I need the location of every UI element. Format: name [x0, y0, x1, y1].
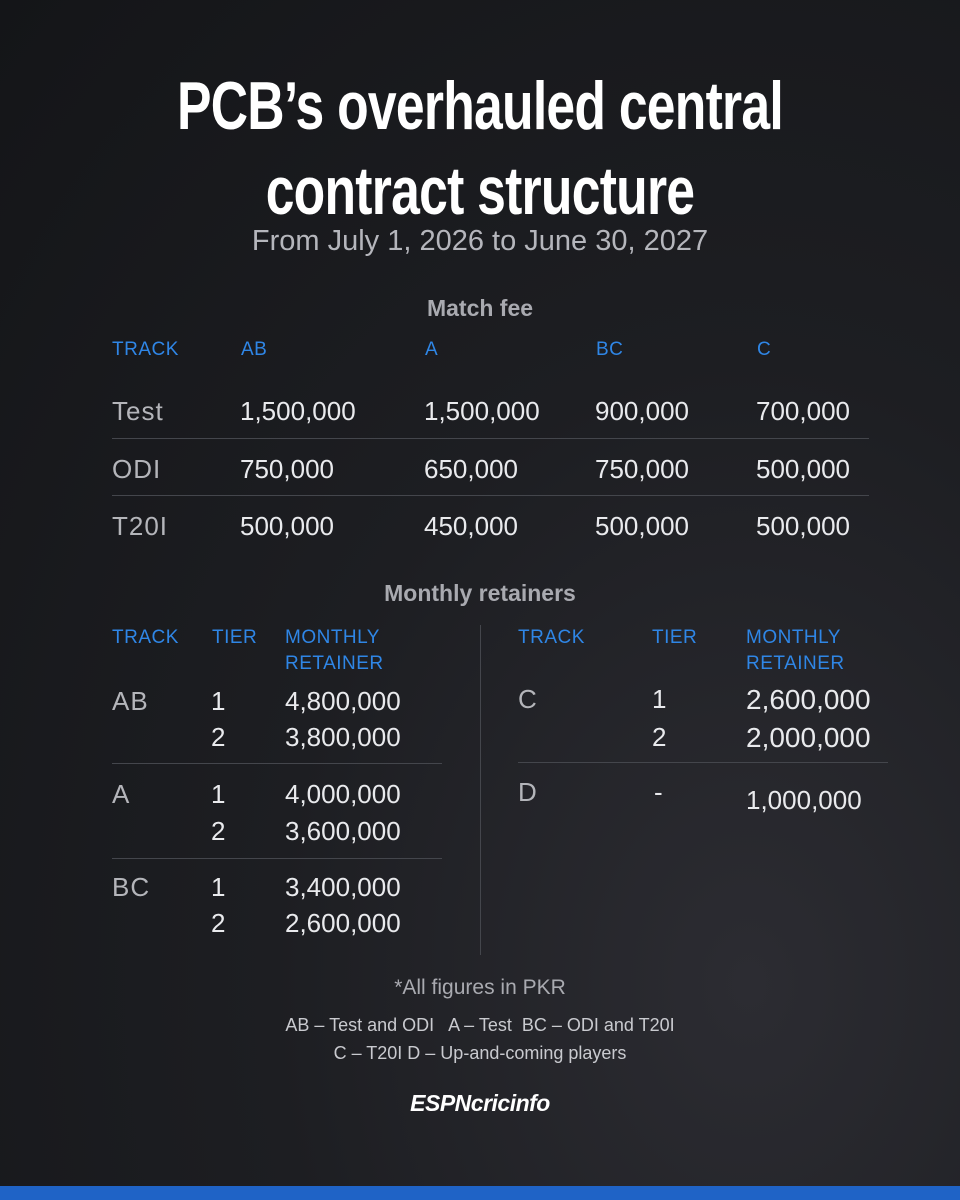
retainer-amount: 2,600,000 [746, 684, 871, 715]
retainer-track-label: D [518, 777, 538, 807]
match-fee-cell: 700,000 [756, 396, 850, 426]
retainer-tier: - [654, 777, 663, 807]
match-fee-heading: Match fee [426, 295, 534, 321]
match-fee-row-label: ODI [112, 454, 162, 484]
match-fee-cell: 500,000 [595, 511, 689, 541]
match-fee-cell: 1,500,000 [240, 396, 356, 426]
match-fee-col-bc: BC [596, 339, 624, 360]
retainer-amount: 1,000,000 [746, 785, 862, 815]
retainer-tier: 2 [211, 908, 226, 938]
track-legend-line-1: AB – Test and ODI A – Test BC – ODI and T20I [285, 1015, 675, 1035]
match-fee-cell: 900,000 [595, 396, 689, 426]
retainer-col-tier: TIER [212, 627, 258, 648]
retainer-amount: 4,000,000 [285, 779, 401, 809]
retainer-tier: 1 [211, 872, 226, 902]
match-fee-cell: 500,000 [756, 511, 850, 541]
retainer-tier: 1 [211, 686, 226, 716]
match-fee-col-a: A [425, 339, 439, 360]
track-legend-line-2: C – T20I D – Up-and-coming players [333, 1043, 627, 1063]
bottom-accent-bar [0, 1186, 960, 1200]
row-divider [112, 763, 442, 764]
retainer-col-track: TRACK [518, 627, 585, 648]
retainer-tier: 1 [211, 779, 226, 809]
retainer-tier: 2 [211, 816, 226, 846]
row-divider [112, 495, 869, 496]
match-fee-row-label: Test [112, 396, 164, 426]
page-subtitle: From July 1, 2026 to June 30, 2027 [251, 225, 709, 257]
match-fee-cell: 1,500,000 [424, 396, 540, 426]
retainer-col-track: TRACK [112, 627, 179, 648]
match-fee-col-ab: AB [241, 339, 268, 360]
row-divider [518, 762, 888, 763]
retainer-col-amount-line-1: MONTHLY [285, 627, 380, 648]
column-divider [480, 625, 481, 955]
espncricinfo-logo: ESPNcricinfo [410, 1090, 550, 1116]
retainer-track-label: BC [112, 872, 151, 902]
retainer-amount: 2,000,000 [746, 722, 871, 753]
match-fee-cell: 500,000 [240, 511, 334, 541]
row-divider [112, 858, 442, 859]
retainer-track-label: C [518, 684, 538, 714]
match-fee-cell: 650,000 [424, 454, 518, 484]
currency-note: *All figures in PKR [394, 976, 566, 999]
retainer-col-amount-line-1: MONTHLY [746, 627, 841, 648]
page-title-line-1: PCB’s overhauled central [177, 68, 783, 144]
retainer-amount: 3,400,000 [285, 872, 401, 902]
retainer-amount: 2,600,000 [285, 908, 401, 938]
retainer-tier: 2 [652, 722, 667, 752]
retainer-tier: 2 [211, 722, 226, 752]
match-fee-cell: 750,000 [595, 454, 689, 484]
retainer-tier: 1 [652, 684, 667, 714]
retainer-track-label: A [112, 779, 131, 809]
retainer-track-label: AB [112, 686, 149, 716]
page-title-line-2: contract structure [265, 153, 695, 229]
match-fee-col-track: TRACK [112, 339, 179, 360]
match-fee-cell: 450,000 [424, 511, 518, 541]
retainer-col-amount-line-2: RETAINER [746, 653, 845, 674]
match-fee-row-label: T20I [112, 511, 169, 541]
retainer-col-amount-line-2: RETAINER [285, 653, 384, 674]
match-fee-col-c: C [757, 339, 772, 360]
row-divider [112, 438, 869, 439]
retainer-amount: 3,600,000 [285, 816, 401, 846]
match-fee-cell: 500,000 [756, 454, 850, 484]
retainer-amount: 4,800,000 [285, 686, 401, 716]
retainers-heading: Monthly retainers [384, 580, 576, 606]
match-fee-cell: 750,000 [240, 454, 334, 484]
retainer-amount: 3,800,000 [285, 722, 401, 752]
retainer-col-tier: TIER [652, 627, 698, 648]
